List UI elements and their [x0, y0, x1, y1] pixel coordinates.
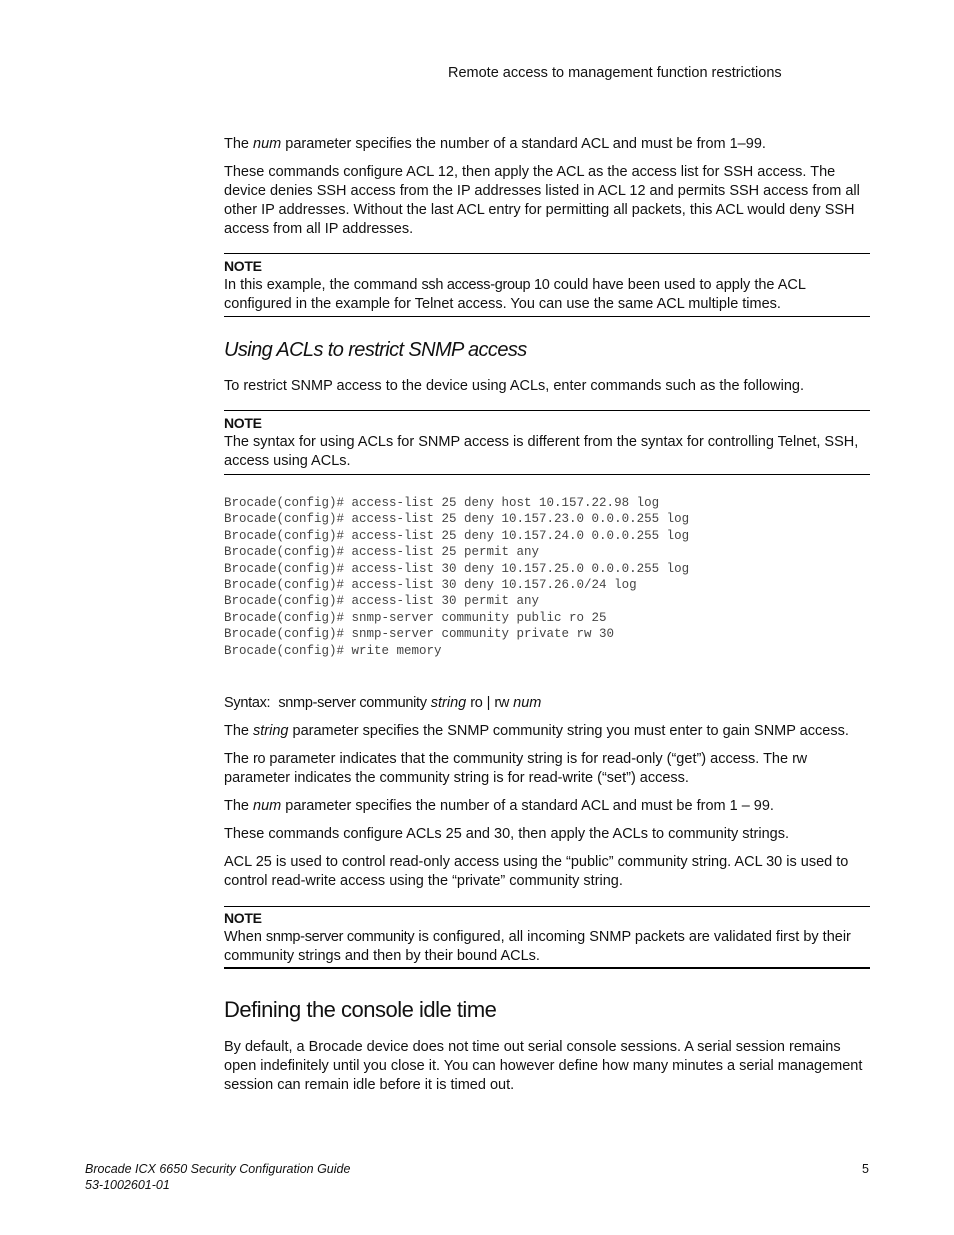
acl12-paragraph: These commands configure ACL 12, then apply the ACL as the access list for SSH access. The device denies SSH access from the IP addresses listed in ACL 12 and permits SSH access from all other IP addresses. Without the last ACL entry for permitting all packets, this ACL would deny SSH access from all IP addresses. — [224, 164, 860, 237]
code-line: Brocade(config)# access-list 25 deny 10.157.24.0 0.0.0.255 log — [224, 528, 690, 543]
section-heading-console: Defining the console idle time — [224, 997, 497, 1022]
snmp-intro-paragraph: To restrict SNMP access to the device using ACLs, enter commands such as the following. — [224, 378, 804, 394]
syntax-line — [224, 694, 872, 713]
code-line: Brocade(config)# write memory — [224, 643, 442, 658]
syntax-ro: ro — [470, 695, 483, 711]
acl25-paragraph: ACL 25 is used to control read-only access using the “public” community string. ACL 30 is used to control read-write access using the “private” community string. — [224, 854, 849, 889]
code-line: Brocade(config)# access-list 25 deny host 10.157.22.98 log — [224, 496, 660, 510]
string-parameter-paragraph: The string parameter specifies the SNMP community string you must enter to gain SNMP access. — [224, 723, 849, 739]
section-heading-snmp: Using ACLs to restrict SNMP access — [224, 339, 527, 361]
note-top-rule — [224, 906, 870, 907]
code-block — [224, 495, 689, 659]
ro-parameter-paragraph: The ro parameter indicates that the community string is for read-only (“get”) access. The rw parameter indicates the community string is for read-write (“set”) access. — [224, 751, 807, 786]
syntax-arg-string: string — [430, 695, 467, 711]
syntax-arg-num: num — [513, 695, 542, 711]
syntax-command: snmp-server community — [278, 695, 427, 711]
note-label: NOTE — [224, 258, 262, 274]
section-end-rule — [224, 967, 870, 969]
note-box — [224, 909, 872, 966]
code-line: Brocade(config)# snmp-server community private rw 30 — [224, 627, 615, 642]
code-line: Brocade(config)# snmp-server community public ro 25 — [224, 610, 607, 625]
acls-paragraph: These commands configure ACLs 25 and 30, then apply the ACLs to community strings. — [224, 826, 789, 842]
num-parameter-paragraph: The num parameter specifies the number of a standard ACL and must be from 1 – 99. — [224, 798, 774, 814]
console-paragraph: By default, a Brocade device does not time out serial console sessions. A serial session remains open indefinitely until you close it. You can however define how many minutes a serial management session can remain idle before it is timed out. — [224, 1039, 863, 1093]
code-line: Brocade(config)# access-list 25 deny 10.157.23.0 0.0.0.255 log — [224, 512, 690, 527]
code-line: Brocade(config)# access-list 25 permit any — [224, 545, 540, 560]
note-top-rule — [224, 410, 870, 411]
command-text: snmp-server community — [265, 929, 415, 945]
code-line: Brocade(config)# access-list 30 deny 10.157.26.0/24 log — [224, 578, 637, 593]
command-text: ssh access-group 10 — [421, 277, 550, 293]
note-box — [224, 414, 872, 471]
note-top-rule — [224, 253, 870, 254]
num-parameter-paragraph: The num parameter specifies the number of a standard ACL and must be from 1–99. — [224, 136, 766, 152]
running-header: Remote access to management function restrictions — [448, 65, 782, 81]
note-box — [224, 257, 872, 314]
footer-left — [85, 1161, 350, 1193]
note-text: In this example, the command ssh access-group 10 could have been used to apply the ACL configured in the example for Telnet access. You can use the same ACL multiple times. — [224, 277, 806, 312]
note-text: When snmp-server community is configured, all incoming SNMP packets are validated first by their community strings and then by their bound ACLs. — [224, 929, 851, 964]
code-line: Brocade(config)# access-list 30 permit any — [224, 594, 540, 609]
footer-guide-title: Brocade ICX 6650 Security Configuration Guide — [85, 1162, 351, 1176]
syntax-label: Syntax: — [224, 695, 271, 711]
footer-doc-number: 53-1002601-01 — [85, 1178, 170, 1192]
note-label: NOTE — [224, 415, 262, 431]
note-label: NOTE — [224, 910, 262, 926]
page-number: 5 — [862, 1162, 869, 1176]
note-text: The syntax for using ACLs for SNMP access is different from the syntax for controlling Telnet, SSH, access using ACLs. — [224, 434, 859, 469]
note-bottom-rule — [224, 316, 870, 317]
code-line: Brocade(config)# access-list 30 deny 10.157.25.0 0.0.0.255 log — [224, 561, 690, 576]
syntax-rw: rw — [494, 695, 510, 711]
syntax-separator: | — [486, 695, 491, 711]
note-bottom-rule — [224, 474, 870, 475]
